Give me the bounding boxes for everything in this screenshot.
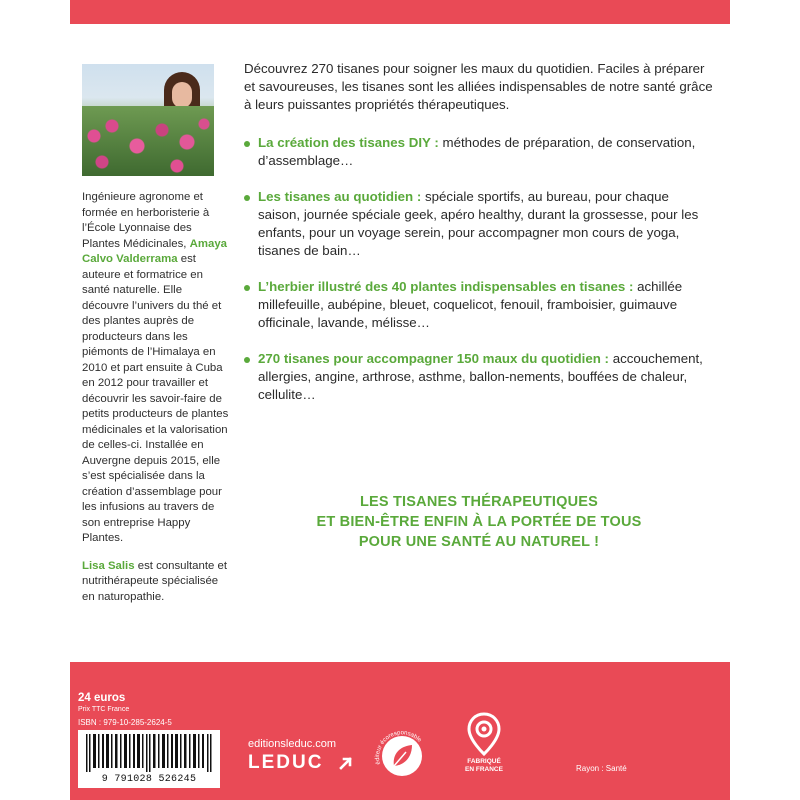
feature-bullet: Les tisanes au quotidien : spéciale sportifs, au bureau, pour chaque saison, journée spéciale geek, apéro healthy, durant la grossesse, pour les enfants, pour un voyage serein, pour accompagner mon cours de yoga, tisanes de bain… <box>244 188 714 260</box>
author-bio <box>82 190 232 617</box>
author-name-lisa: Lisa Salis <box>82 559 135 572</box>
barcode <box>78 730 220 788</box>
bottom-color-band <box>70 662 730 800</box>
bullet-dot-icon <box>244 195 250 201</box>
bullet-dot-icon <box>244 285 250 291</box>
isbn: ISBN : 979-10-285-2624-5 <box>78 718 172 727</box>
author-name-amaya: Amaya Calvo Valderrama <box>82 237 227 265</box>
author-photo <box>82 64 214 176</box>
leaf-icon <box>372 726 432 786</box>
intro-text: Découvrez 270 tisanes pour soigner les maux du quotidien. Faciles à préparer et savoureuses, les tisanes sont les alliées indispensables de notre santé grâce à leurs puissantes propriétés thérapeutiques. <box>244 61 713 112</box>
rayon-label: Rayon : Santé <box>576 764 627 773</box>
book-back-cover <box>70 0 730 800</box>
book-description <box>244 60 714 422</box>
slogan: LES TISANES THÉRAPEUTIQUES ET BIEN-ÊTRE ENFIN À LA PORTÉE DE TOUS POUR UNE SANTÉ AU NATUREL ! <box>316 494 642 550</box>
price-note: Prix TTC France <box>78 706 130 713</box>
barcode-digits: 9 791028 526245 <box>101 774 197 785</box>
feature-bullet: La création des tisanes DIY : méthodes de préparation, de conservation, d’assemblage… <box>244 134 714 170</box>
publisher-logo: LEDUC <box>248 752 324 773</box>
bio-paragraph-2: Lisa Salis est consultante et nutrithérapeute spécialisée en naturopathie. <box>82 559 228 603</box>
eco-label: éditeur écoresponsable <box>374 730 423 765</box>
top-color-band <box>70 0 730 24</box>
bullet-dot-icon <box>244 141 250 147</box>
bullet-dot-icon <box>244 357 250 363</box>
feature-bullet: 270 tisanes pour accompagner 150 maux du quotidien : accouchement, allergies, angine, arthrose, asthme, ballon-nements, bouffées de chaleur, cellulite… <box>244 350 714 404</box>
publisher-arrow-icon <box>338 755 354 771</box>
feature-bullet: L’herbier illustré des 40 plantes indispensables en tisanes : achillée millefeuille, aubépine, bleuet, coquelicot, fenouil, framboisier, guimauve officinale, lavande, mélisse… <box>244 278 714 332</box>
publisher-website: editionsleduc.com <box>248 738 337 750</box>
bio-paragraph-1: Ingénieure agronome et formée en herboristerie à l’École Lyonnaise des Plantes Médicinales, Amaya Calvo Valderrama est auteure et formatrice en santé naturelle. Elle découvre l’univers du thé et des plantes auprès de producteurs dans les piémonts de l’Himalaya en 2010 et part ensuite à Cuba en 2012 pour travailler et découvrir les savoir-faire de petits producteurs de plantes médicinales et la valorisation de celles-ci. Installée en Auvergne depuis 2015, elle s’est spécialisée dans la création d’assemblage pour les infusions au travers de son entreprise Happy Plantes. <box>82 191 229 544</box>
location-pin-icon <box>466 712 502 756</box>
barcode-bars-icon <box>86 734 212 772</box>
fabrique-en-france: FABRIQUÉ EN FRANCE <box>465 758 503 773</box>
price: 24 euros <box>78 692 126 704</box>
